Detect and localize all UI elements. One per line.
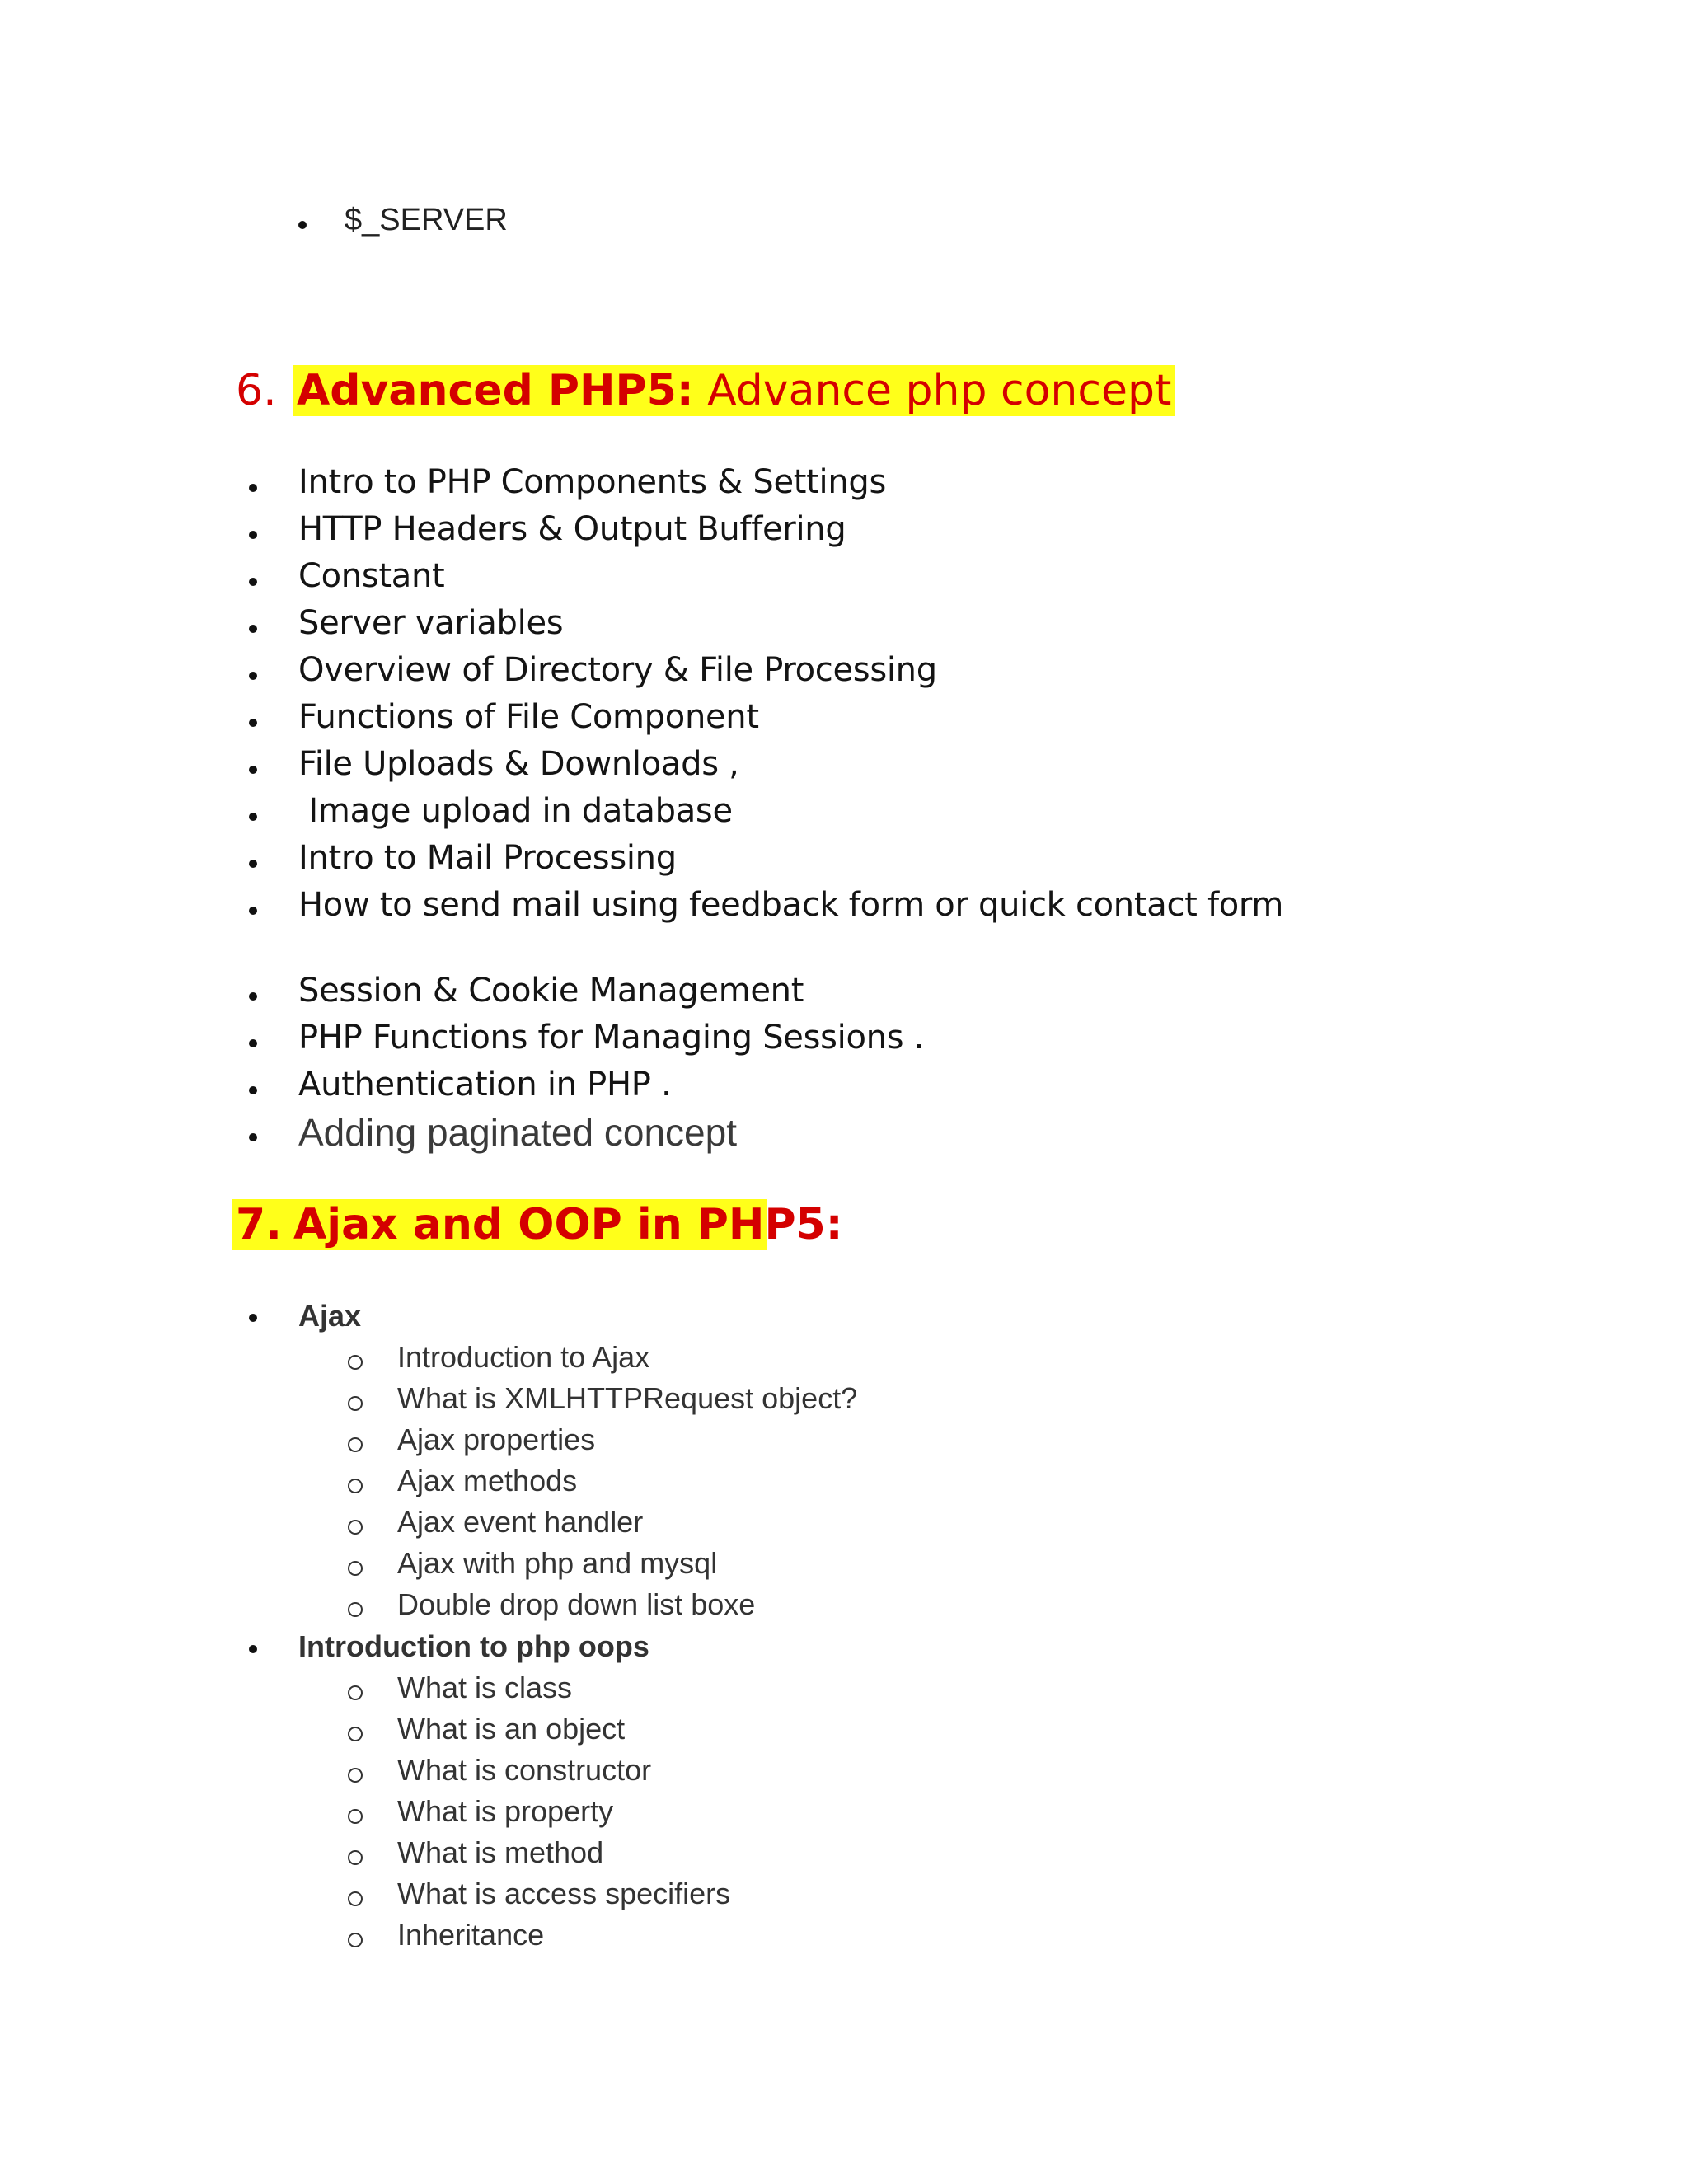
list-item: Overview of Directory & File Processing xyxy=(298,651,937,689)
list-item: Session & Cookie Management xyxy=(298,972,804,1010)
list-item: Constant xyxy=(298,557,445,595)
list-item: File Uploads & Downloads , xyxy=(298,745,739,783)
circle-bullet-icon xyxy=(348,1850,363,1865)
bullet-icon xyxy=(249,813,257,821)
section-7-title: Ajax and OOP in PHP5: xyxy=(293,1200,843,1249)
circle-bullet-icon xyxy=(348,1520,363,1535)
list-item: Server variables xyxy=(298,604,564,642)
bullet-icon xyxy=(249,719,257,727)
section-6-title-rest: Advance php concept xyxy=(693,366,1172,415)
circle-bullet-icon xyxy=(348,1355,363,1370)
section-6-title-bold: Advanced PHP5: xyxy=(297,366,694,415)
sub-item: What is property xyxy=(397,1794,614,1828)
list-item: How to send mail using feedback form or quick contact form xyxy=(298,886,1284,924)
bullet-icon xyxy=(249,531,257,539)
circle-bullet-icon xyxy=(348,1891,363,1906)
circle-bullet-icon xyxy=(348,1933,363,1947)
sub-item: Ajax event handler xyxy=(397,1505,644,1539)
bullet-icon xyxy=(298,221,307,229)
bullet-icon xyxy=(249,578,257,586)
bullet-icon xyxy=(249,907,257,915)
group-label: Introduction to php oops xyxy=(298,1629,649,1663)
section-6-number: 6. xyxy=(236,366,277,415)
list-item: Intro to PHP Components & Settings xyxy=(298,463,887,501)
sub-item: Introduction to Ajax xyxy=(397,1340,650,1374)
circle-bullet-icon xyxy=(348,1809,363,1824)
list-item: Adding paginated concept xyxy=(298,1111,737,1154)
list-item: Functions of File Component xyxy=(298,698,759,736)
sub-item: What is an object xyxy=(397,1712,626,1746)
sub-item: What is class xyxy=(397,1671,573,1704)
sub-item: Inheritance xyxy=(397,1918,545,1952)
bullet-icon xyxy=(249,1039,257,1047)
sub-item: Ajax with php and mysql xyxy=(397,1546,718,1580)
bullet-icon xyxy=(249,766,257,774)
bullet-icon xyxy=(249,484,257,492)
circle-bullet-icon xyxy=(348,1479,363,1493)
list-item: PHP Functions for Managing Sessions . xyxy=(298,1019,925,1057)
sub-item: What is access specifiers xyxy=(397,1877,731,1910)
sub-item: What is method xyxy=(397,1835,604,1869)
circle-bullet-icon xyxy=(348,1768,363,1783)
circle-bullet-icon xyxy=(348,1685,363,1700)
group-label: Ajax xyxy=(298,1299,362,1333)
circle-bullet-icon xyxy=(348,1727,363,1741)
section-6-title xyxy=(293,365,1175,416)
bullet-icon xyxy=(249,1314,257,1322)
bullet-icon xyxy=(249,1086,257,1094)
list-item: Intro to Mail Processing xyxy=(298,839,677,877)
sub-item: Double drop down list boxe xyxy=(397,1587,756,1621)
bullet-icon xyxy=(249,672,257,680)
circle-bullet-icon xyxy=(348,1561,363,1576)
sub-item: Ajax methods xyxy=(397,1464,578,1497)
section-7-highlight xyxy=(232,1199,843,1250)
bullet-icon xyxy=(249,992,257,1001)
sub-item: Ajax properties xyxy=(397,1422,596,1456)
bullet-icon xyxy=(249,625,257,633)
circle-bullet-icon xyxy=(348,1396,363,1411)
list-item: Authentication in PHP . xyxy=(298,1066,672,1104)
sub-item: What is XMLHTTPRequest object? xyxy=(397,1381,858,1415)
bullet-icon xyxy=(249,1133,257,1141)
circle-bullet-icon xyxy=(348,1602,363,1617)
circle-bullet-icon xyxy=(348,1437,363,1452)
bullet-icon xyxy=(249,1645,257,1653)
bullet-icon xyxy=(249,860,257,868)
sub-item: What is constructor xyxy=(397,1753,652,1787)
list-item: Image upload in database xyxy=(298,792,733,830)
list-item: HTTP Headers & Output Buffering xyxy=(298,510,846,548)
section-7-number: 7. xyxy=(236,1200,282,1249)
server-item: $_SERVER xyxy=(345,203,508,237)
